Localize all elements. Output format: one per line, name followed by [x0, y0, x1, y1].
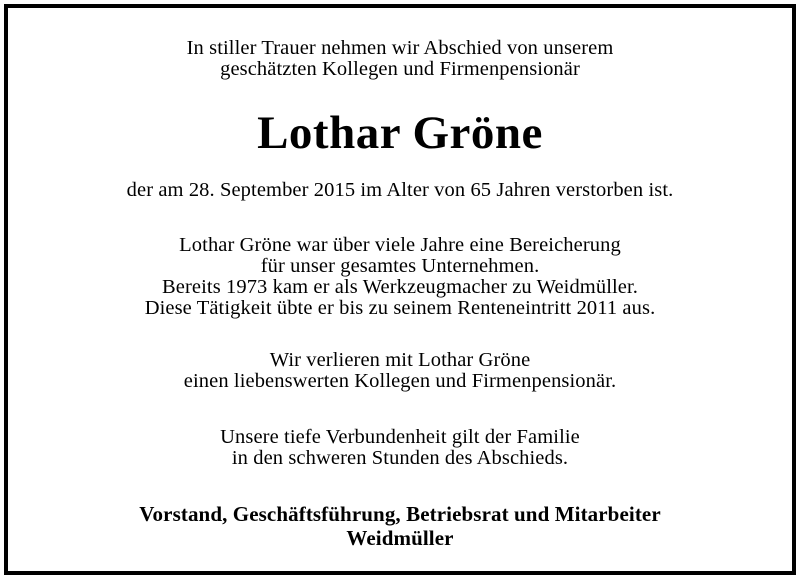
paragraph-line: Lothar Gröne war über viele Jahre eine Bereicherung	[179, 234, 621, 256]
paragraph-line: in den schweren Stunden des Abschieds.	[231, 447, 569, 469]
intro-line: In stiller Trauer nehmen wir Abschied von unserem	[186, 37, 614, 59]
paragraph-line: Diese Tätigkeit übte er bis zu seinem Renteneintritt 2011 aus.	[144, 297, 656, 319]
signature-line: Vorstand, Geschäftsführung, Betriebsrat und Mitarbeiter	[139, 502, 661, 526]
paragraph-line: einen liebenswerten Kollegen und Firmenpensionär.	[183, 370, 617, 392]
deceased-name: Lothar Gröne	[257, 107, 543, 159]
signature-block	[8, 502, 792, 550]
intro-text	[8, 38, 792, 80]
intro-line: geschätzten Kollegen und Firmenpensionär	[220, 58, 580, 80]
paragraph-line: Unsere tiefe Verbundenheit gilt der Familie	[220, 426, 580, 448]
company-name: Weidmüller	[346, 526, 454, 550]
condolence-paragraph	[8, 427, 792, 469]
obituary-frame	[4, 4, 796, 575]
paragraph-line: Bereits 1973 kam er als Werkzeugmacher zu Weidmüller.	[162, 276, 638, 298]
paragraph-line: für unser gesamtes Unternehmen.	[260, 255, 540, 277]
loss-paragraph	[8, 350, 792, 392]
career-paragraph	[8, 235, 792, 319]
paragraph-line: Wir verlieren mit Lothar Gröne	[269, 349, 531, 371]
death-notice	[8, 180, 792, 201]
death-line: der am 28. September 2015 im Alter von 65 Jahren verstorben ist.	[126, 179, 674, 201]
